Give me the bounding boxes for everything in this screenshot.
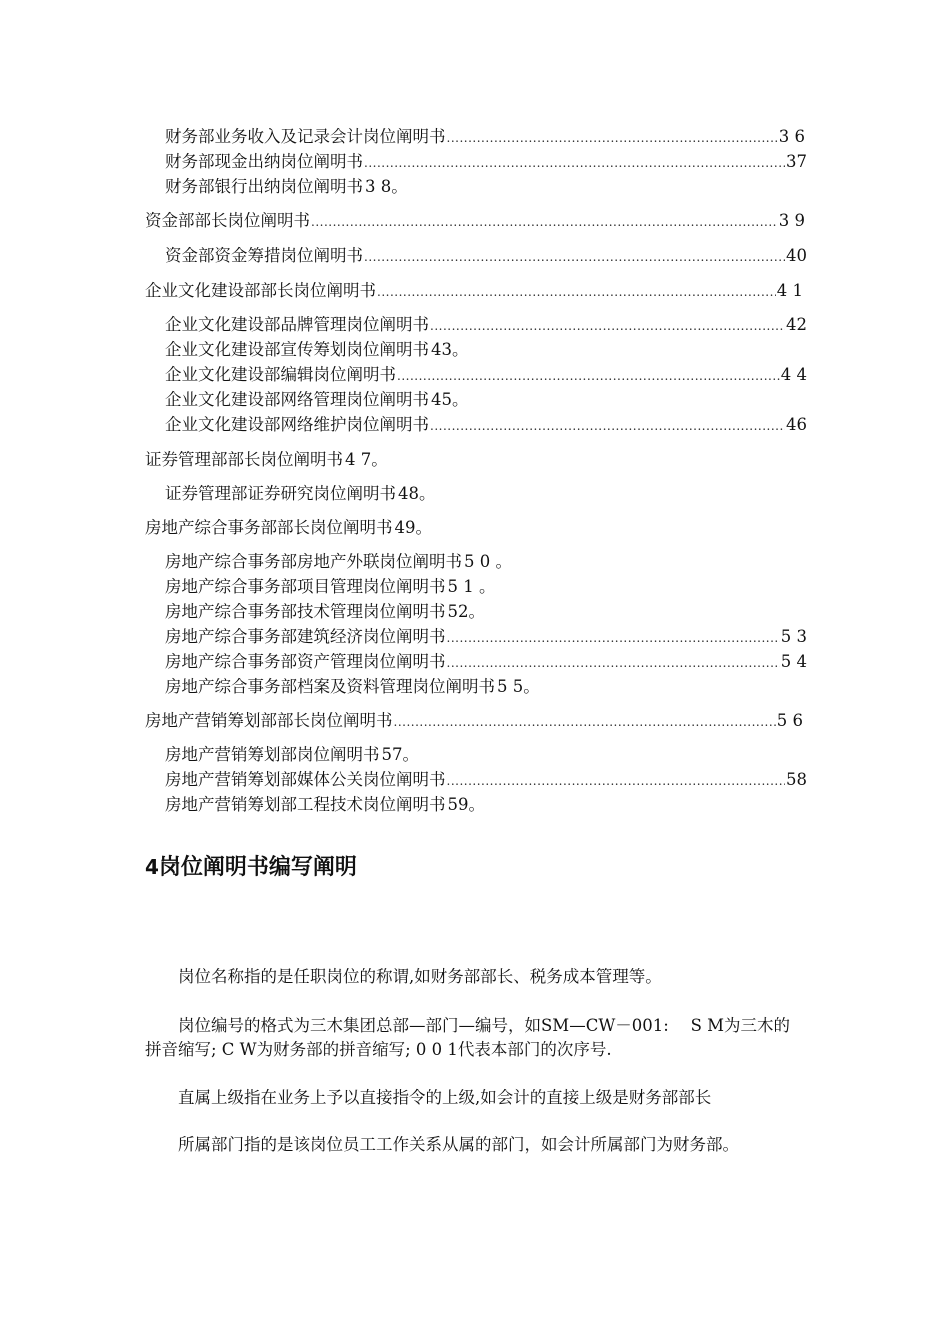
toc-entry[interactable] bbox=[165, 389, 469, 411]
toc-entry-page: 59。 bbox=[447, 795, 485, 814]
toc-entry-title: 企业文化建设部部长岗位阐明书 bbox=[145, 281, 376, 300]
toc-entry-title: 证券管理部证券研究岗位阐明书 bbox=[165, 484, 396, 503]
toc-dot-leader bbox=[430, 315, 785, 337]
toc-entry-title: 证券管理部部长岗位阐明书 bbox=[145, 450, 343, 469]
toc-entry-title: 企业文化建设部网络管理岗位阐明书 bbox=[165, 390, 429, 409]
toc-entry-page: 46 bbox=[786, 415, 807, 434]
toc-entry-page: 4 7。 bbox=[345, 450, 388, 469]
toc-entry-title: 房地产营销筹划部媒体公关岗位阐明书 bbox=[165, 770, 446, 789]
toc-entry[interactable] bbox=[145, 449, 388, 471]
toc-entry[interactable] bbox=[145, 517, 432, 539]
toc-entry[interactable] bbox=[165, 601, 485, 623]
toc-entry-page: 3 8。 bbox=[365, 177, 408, 196]
toc-entry[interactable] bbox=[165, 364, 807, 386]
toc-entry-page: 5 3 bbox=[780, 627, 807, 646]
toc-entry[interactable] bbox=[165, 126, 805, 148]
toc-entry[interactable] bbox=[165, 769, 807, 791]
toc-entry-page: 5 5。 bbox=[497, 677, 540, 696]
toc-dot-leader bbox=[430, 415, 785, 437]
toc-dot-leader bbox=[447, 652, 780, 674]
section-title: 岗位阐明书编写阐明 bbox=[158, 855, 357, 880]
toc-entry-page: 4 4 bbox=[780, 365, 807, 384]
toc-entry-page: 37 bbox=[786, 152, 807, 171]
toc-entry[interactable] bbox=[165, 339, 469, 361]
toc-entry-page: 57。 bbox=[381, 745, 419, 764]
toc-entry[interactable] bbox=[165, 626, 807, 648]
toc-dot-leader bbox=[364, 152, 785, 174]
toc-dot-leader bbox=[311, 211, 778, 233]
toc-dot-leader bbox=[394, 711, 776, 733]
toc-entry-title: 资金部部长岗位阐明书 bbox=[145, 211, 310, 230]
paragraph-direct-superior: 直属上级指在业务上予以直接指令的上级,如会计的直接上级是财务部部长 bbox=[178, 1088, 712, 1107]
toc-entry-title: 企业文化建设部编辑岗位阐明书 bbox=[165, 365, 396, 384]
toc-entry-title: 房地产综合事务部技术管理岗位阐明书 bbox=[165, 602, 446, 621]
toc-entry-page: 49。 bbox=[394, 518, 432, 537]
toc-entry-title: 房地产综合事务部资产管理岗位阐明书 bbox=[165, 652, 446, 671]
toc-entry-page: 40 bbox=[786, 246, 807, 265]
toc-entry-page: 5 6 bbox=[776, 711, 803, 730]
toc-entry-page: 3 9 bbox=[778, 211, 805, 230]
toc-entry-title: 房地产营销筹划部工程技术岗位阐明书 bbox=[165, 795, 446, 814]
paragraph-department: 所属部门指的是该岗位员工工作关系从属的部门，如会计所属部门为财务部。 bbox=[178, 1135, 739, 1154]
toc-entry[interactable] bbox=[165, 794, 485, 816]
toc-entry[interactable] bbox=[165, 576, 496, 598]
toc-entry[interactable] bbox=[165, 176, 408, 198]
toc-entry-title: 企业文化建设部品牌管理岗位阐明书 bbox=[165, 315, 429, 334]
toc-entry-title: 财务部业务收入及记录会计岗位阐明书 bbox=[165, 127, 446, 146]
toc-entry-page: 48。 bbox=[398, 484, 436, 503]
toc-entry-title: 财务部现金出纳岗位阐明书 bbox=[165, 152, 363, 171]
toc-entry-title: 房地产综合事务部房地产外联岗位阐明书 bbox=[165, 552, 462, 571]
toc-entry-page: 5 4 bbox=[780, 652, 807, 671]
toc-entry-title: 资金部资金筹措岗位阐明书 bbox=[165, 246, 363, 265]
toc-entry-page: 52。 bbox=[447, 602, 485, 621]
toc-dot-leader bbox=[447, 627, 780, 649]
toc-dot-leader bbox=[447, 770, 786, 792]
paragraph-position-code: 岗位编号的格式为三木集团总部—部门—编号，如SM—CW－001: S M为三木的拼音缩写; C W为财务部的拼音缩写; 0 0 1代表本部门的次序号. bbox=[145, 1016, 791, 1059]
toc-entry-page: 3 6 bbox=[778, 127, 805, 146]
toc-entry[interactable] bbox=[165, 651, 807, 673]
toc-entry-title: 房地产综合事务部项目管理岗位阐明书 bbox=[165, 577, 446, 596]
section-number: 4 bbox=[145, 855, 159, 879]
toc-entry[interactable] bbox=[165, 151, 807, 173]
toc-entry[interactable] bbox=[165, 676, 540, 698]
toc-entry-title: 房地产营销筹划部部长岗位阐明书 bbox=[145, 711, 393, 730]
section-heading bbox=[145, 852, 357, 883]
toc-entry-title: 财务部银行出纳岗位阐明书 bbox=[165, 177, 363, 196]
toc-entry-page: 5 0 。 bbox=[464, 552, 512, 571]
toc-entry[interactable] bbox=[165, 483, 436, 505]
toc-entry-page: 5 1 。 bbox=[447, 577, 496, 596]
toc-entry[interactable] bbox=[165, 744, 419, 766]
toc-entry[interactable] bbox=[165, 245, 807, 267]
toc-entry-title: 房地产综合事务部档案及资料管理岗位阐明书 bbox=[165, 677, 495, 696]
toc-dot-leader bbox=[377, 281, 776, 303]
toc-entry-page: 45。 bbox=[431, 390, 469, 409]
toc-dot-leader bbox=[447, 127, 778, 149]
toc-entry[interactable] bbox=[145, 210, 805, 232]
toc-entry-title: 企业文化建设部宣传筹划岗位阐明书 bbox=[165, 340, 429, 359]
toc-entry-page: 42 bbox=[786, 315, 807, 334]
toc-entry[interactable] bbox=[165, 551, 512, 573]
toc-entry-page: 58 bbox=[786, 770, 807, 789]
toc-entry[interactable] bbox=[145, 710, 803, 732]
toc-entry-page: 43。 bbox=[431, 340, 469, 359]
paragraph-position-name: 岗位名称指的是任职岗位的称谓,如财务部部长、税务成本管理等。 bbox=[178, 967, 662, 986]
toc-dot-leader bbox=[397, 365, 780, 387]
toc-entry[interactable] bbox=[165, 314, 807, 336]
toc-entry-title: 企业文化建设部网络维护岗位阐明书 bbox=[165, 415, 429, 434]
toc-entry-title: 房地产综合事务部建筑经济岗位阐明书 bbox=[165, 627, 446, 646]
toc-entry-page: 4 1 bbox=[776, 281, 803, 300]
toc-entry-title: 房地产营销筹划部岗位阐明书 bbox=[165, 745, 380, 764]
toc-dot-leader bbox=[364, 246, 785, 268]
toc-entry[interactable] bbox=[165, 414, 807, 436]
toc-entry[interactable] bbox=[145, 280, 803, 302]
toc-entry-title: 房地产综合事务部部长岗位阐明书 bbox=[145, 518, 393, 537]
